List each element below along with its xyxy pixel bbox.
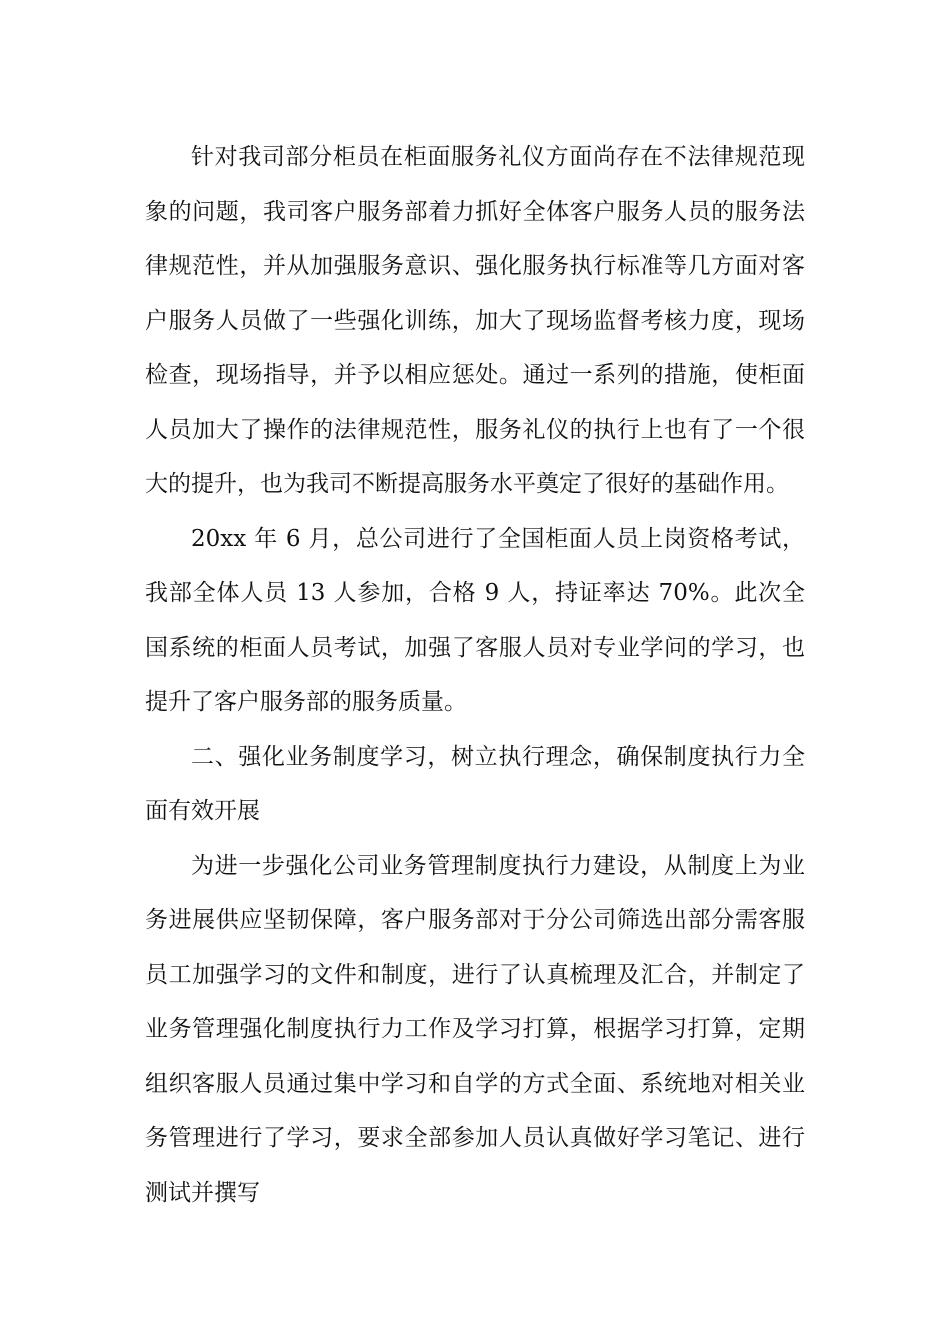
paragraph-system-study: 为进一步强化公司业务管理制度执行力建设，从制度上为业务进展供应坚韧保障，客户服务部对于分公司筛选出部分需客服员工加强学习的文件和制度，进行了认真梳理及汇合，并制定了业务管理强化制度执行力工作及学习打算，根据学习打算，定期组织客服人员通过集中学习和自学的方式全面、系统地对相关业务管理进行了学习，要求全部参加人员认真做好学习笔记、进行测试并撰写 (145, 852, 805, 1206)
document-body (145, 130, 805, 1220)
section-heading-two: 二、强化业务制度学习，树立执行理念，确保制度执行力全面有效开展 (145, 743, 805, 824)
paragraph-service-etiquette: 针对我司部分柜员在柜面服务礼仪方面尚存在不法律规范现象的问题，我司客户服务部着力抓好全体客户服务人员的服务法律规范性，并从加强服务意识、强化服务执行标准等几方面对客户服务人员做了一些强化训练，加大了现场监督考核力度，现场检查，现场指导，并予以相应惩处。通过一系列的措施，使柜面人员加大了操作的法律规范性，服务礼仪的执行上也有了一个很大的提升，也为我司不断提高服务水平奠定了很好的基础作用。 (145, 144, 805, 497)
paragraph-qualification-exam: 20xx 年 6 月，总公司进行了全国柜面人员上岗资格考试，我部全体人员 13 人参加，合格 9 人，持证率达 70%。此次全国系统的柜面人员考试，加强了客服人员对专业学问的学习，也提升了客户服务部的服务质量。 (145, 525, 805, 715)
